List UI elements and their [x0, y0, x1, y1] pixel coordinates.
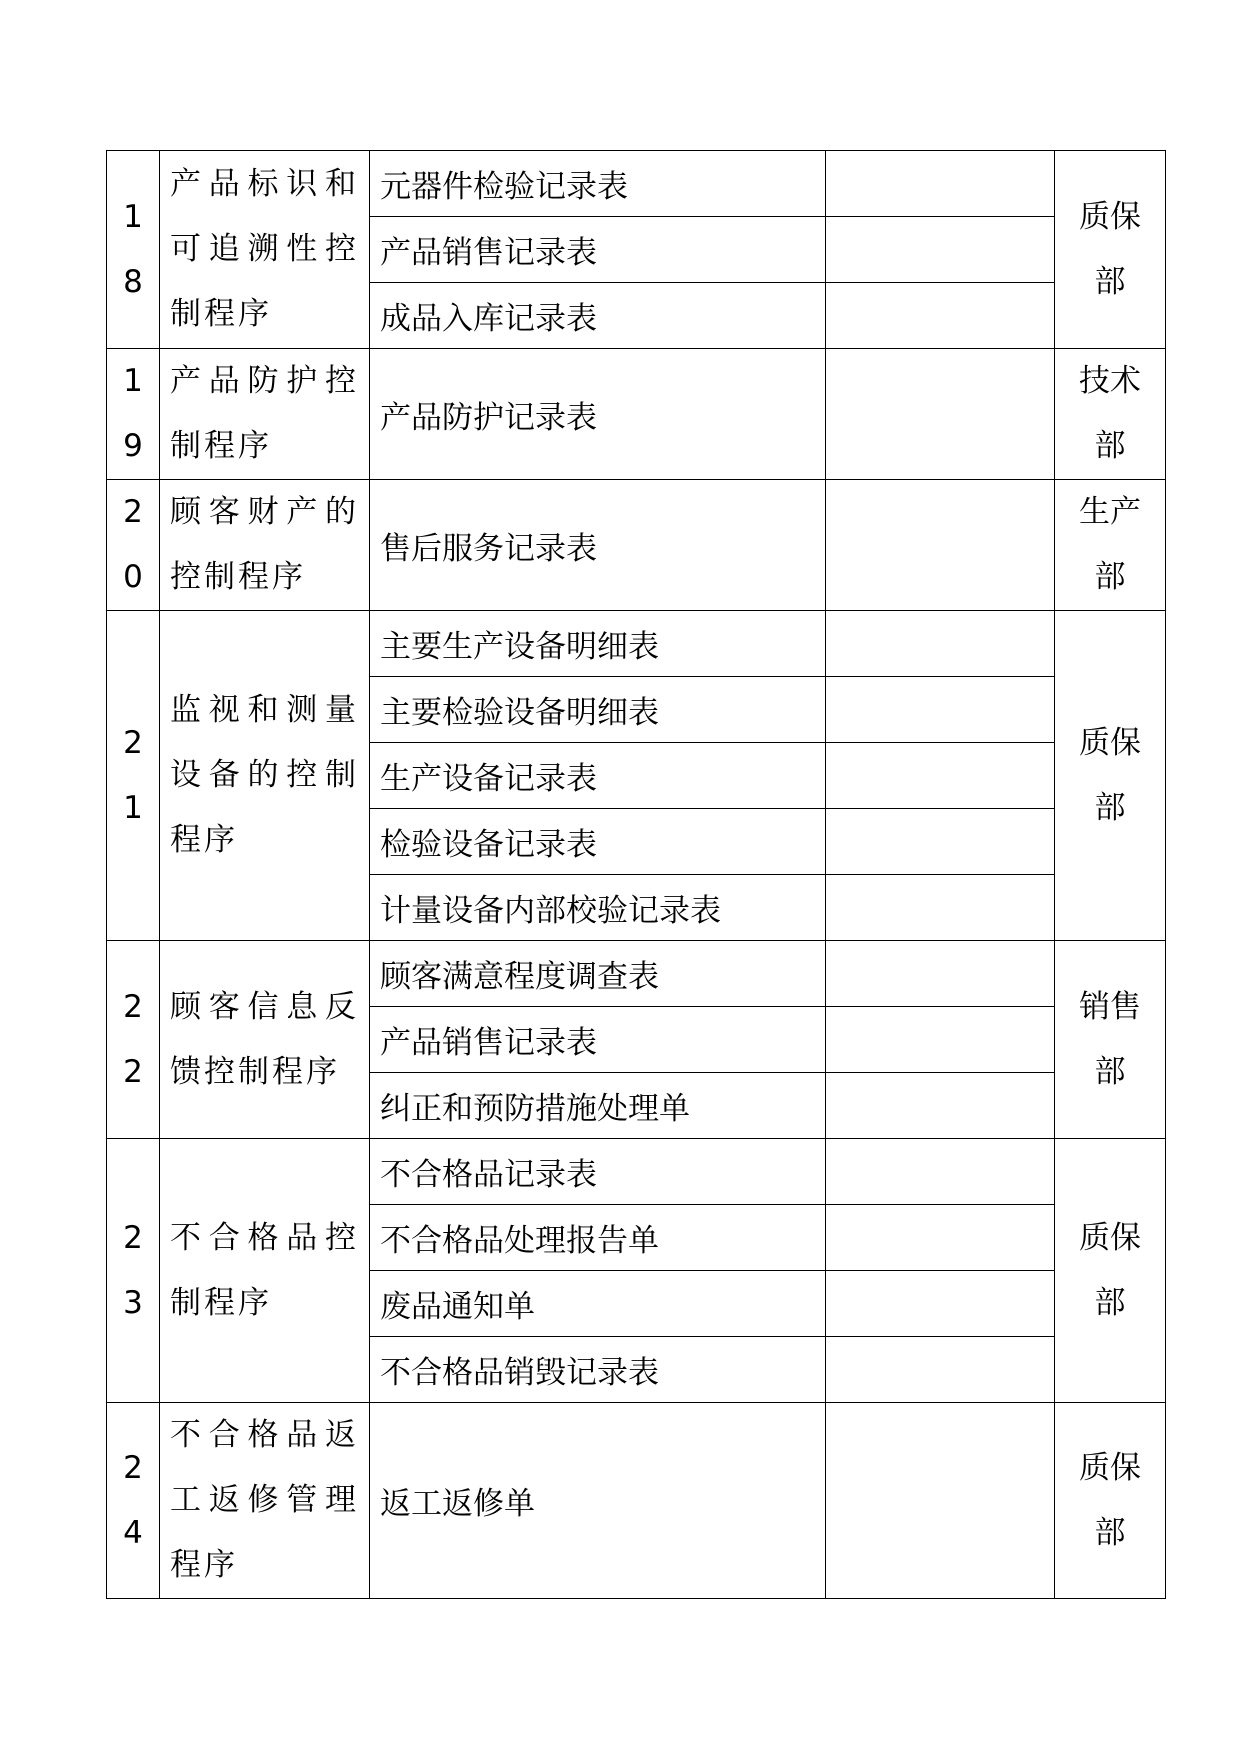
record-form-name: 生产设备记录表: [370, 743, 826, 809]
empty-cell: [826, 1139, 1055, 1205]
procedure-name: 不合格品返工返修管理程序: [160, 1403, 370, 1599]
responsible-department: 质保部: [1079, 1449, 1141, 1551]
responsible-department-cell: [1055, 480, 1166, 611]
responsible-department: 生产部: [1079, 494, 1141, 595]
empty-cell: [826, 283, 1055, 349]
record-form-name: 不合格品销毁记录表: [370, 1337, 826, 1403]
responsible-department-cell: [1055, 611, 1166, 941]
records-table-body: [107, 151, 1166, 1599]
empty-cell: [826, 611, 1055, 677]
empty-cell: [826, 677, 1055, 743]
empty-cell: [826, 809, 1055, 875]
responsible-department-cell: [1055, 349, 1166, 480]
record-form-name: 计量设备内部校验记录表: [370, 875, 826, 941]
table-row: [107, 1403, 1166, 1599]
item-number: 19: [123, 363, 143, 464]
table-row: [107, 941, 1166, 1007]
responsible-department-cell: [1055, 151, 1166, 349]
empty-cell: [826, 349, 1055, 480]
table-row: [107, 349, 1166, 480]
responsible-department: 技术部: [1079, 363, 1141, 464]
empty-cell: [826, 1007, 1055, 1073]
record-form-name: 产品销售记录表: [370, 217, 826, 283]
record-form-name: 纠正和预防措施处理单: [370, 1073, 826, 1139]
empty-cell: [826, 1205, 1055, 1271]
item-number: 23: [123, 1219, 143, 1321]
record-form-name: 返工返修单: [370, 1403, 826, 1599]
record-form-name: 废品通知单: [370, 1271, 826, 1337]
item-number: 20: [123, 494, 143, 595]
table-row: [107, 480, 1166, 611]
record-form-name: 顾客满意程度调查表: [370, 941, 826, 1007]
record-form-name: 检验设备记录表: [370, 809, 826, 875]
record-form-name: 不合格品处理报告单: [370, 1205, 826, 1271]
responsible-department: 质保部: [1079, 724, 1141, 826]
procedure-name: 产品标识和可追溯性控制程序: [160, 151, 370, 349]
record-form-name: 元器件检验记录表: [370, 151, 826, 217]
responsible-department-cell: [1055, 1139, 1166, 1403]
procedure-name: 监视和测量设备的控制程序: [160, 611, 370, 941]
empty-cell: [826, 217, 1055, 283]
record-form-name: 售后服务记录表: [370, 480, 826, 611]
item-number: 24: [123, 1449, 143, 1551]
procedure-name: 顾客信息反馈控制程序: [160, 941, 370, 1139]
empty-cell: [826, 941, 1055, 1007]
empty-cell: [826, 480, 1055, 611]
item-number-cell: [107, 941, 160, 1139]
item-number-cell: [107, 1139, 160, 1403]
responsible-department: 销售部: [1079, 988, 1141, 1090]
responsible-department-cell: [1055, 1403, 1166, 1599]
item-number-cell: [107, 480, 160, 611]
record-form-name: 主要检验设备明细表: [370, 677, 826, 743]
procedure-name: 不合格品控制程序: [160, 1139, 370, 1403]
empty-cell: [826, 743, 1055, 809]
empty-cell: [826, 1073, 1055, 1139]
record-form-name: 主要生产设备明细表: [370, 611, 826, 677]
empty-cell: [826, 151, 1055, 217]
responsible-department: 质保部: [1079, 1219, 1141, 1321]
record-form-name: 成品入库记录表: [370, 283, 826, 349]
records-table: [106, 150, 1166, 1599]
procedure-name: 产品防护控制程序: [160, 349, 370, 480]
item-number-cell: [107, 611, 160, 941]
procedure-name: 顾客财产的控制程序: [160, 480, 370, 611]
record-form-name: 不合格品记录表: [370, 1139, 826, 1205]
item-number-cell: [107, 349, 160, 480]
table-row: [107, 151, 1166, 217]
responsible-department-cell: [1055, 941, 1166, 1139]
table-row: [107, 1139, 1166, 1205]
empty-cell: [826, 875, 1055, 941]
item-number-cell: [107, 151, 160, 349]
empty-cell: [826, 1403, 1055, 1599]
empty-cell: [826, 1271, 1055, 1337]
table-row: [107, 611, 1166, 677]
record-form-name: 产品防护记录表: [370, 349, 826, 480]
item-number: 22: [123, 988, 143, 1090]
record-form-name: 产品销售记录表: [370, 1007, 826, 1073]
item-number: 21: [123, 724, 143, 826]
item-number-cell: [107, 1403, 160, 1599]
item-number: 18: [123, 198, 143, 300]
empty-cell: [826, 1337, 1055, 1403]
responsible-department: 质保部: [1079, 198, 1141, 300]
